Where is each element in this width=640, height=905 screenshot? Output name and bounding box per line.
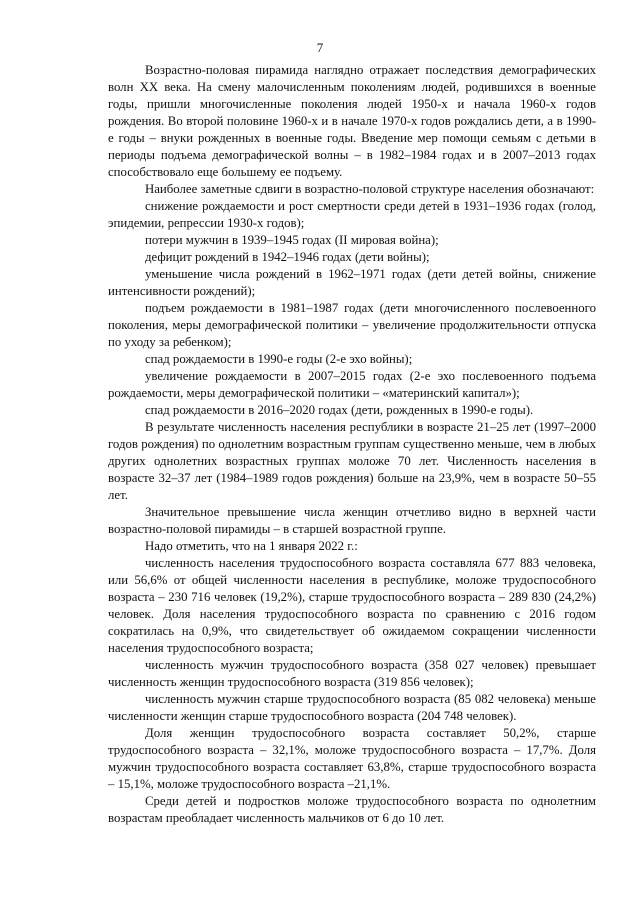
list-item: спад рождаемости в 2016–2020 годах (дети, рожденных в 1990-е годы).: [145, 403, 534, 417]
list-item: уменьшение числа рождений в 1962–1971 годах (дети детей войны, снижение интенсивности рождений);: [108, 267, 596, 298]
paragraph: Значительное превышение числа женщин отчетливо видно в верхней части возрастно-половой пирамиды – в старшей возрастной группе.: [108, 505, 596, 536]
list-item: спад рождаемости в 1990-е годы (2-е эхо войны);: [145, 352, 413, 366]
document-body: [108, 62, 596, 827]
list-item: численность населения трудоспособного возраста составляла 677 883 человека, или 56,6% от общей численности населения в республике, моложе трудоспособного возраста – 230 716 человек (19,2%), старше трудоспособного возраста – 289 830 (24,2%) человек. Доля населения трудоспособного возраста по сравнению с 2016 годом сократилась на 0,9%, что свидетельствует об ожидаемом сокращении численности населения трудоспособного возраста;: [108, 556, 596, 655]
paragraph: В результате численность населения республики в возрасте 21–25 лет (1997–2000 годов рождения) по однолетним возрастным группам существенно меньше, чем в любых других однолетних возрастных группах моложе 70 лет. Численность населения в возрасте 32–37 лет (1984–1989 годов рождения) больше на 23,9%, чем в возрасте 50–55 лет.: [108, 420, 596, 502]
paragraph: Доля женщин трудоспособного возраста составляет 50,2%, старше трудоспособного возраста – 32,1%, моложе трудоспособного возраста – 17,7%. Доля мужчин трудоспособного возраста составляет 63,8%, старше трудоспособного возраста – 15,1%, моложе трудоспособного возраста –21,1%.: [108, 726, 596, 791]
paragraph: Надо отметить, что на 1 января 2022 г.:: [145, 539, 358, 553]
paragraph: Наиболее заметные сдвиги в возрастно-половой структуре населения обозначают:: [145, 182, 595, 196]
list-item: потери мужчин в 1939–1945 годах (II мировая война);: [145, 233, 439, 247]
list-item: увеличение рождаемости в 2007–2015 годах (2-е эхо послевоенного подъема рождаемости, меры демографической политики – «материнский капитал»);: [108, 369, 596, 400]
page-number: 7: [316, 40, 324, 55]
paragraph: Возрастно-половая пирамида наглядно отражает последствия демографических волн XX века. На смену малочисленным поколениям людей, родившихся в военные годы, пришли многочисленные поколения людей 1950-х и начала 1960-х годов рождения. Во второй половине 1960-х и в начале 1970-х годов рождались дети, а в 1990-е годы – внуки рожденных в военные годы. Введение мер помощи семьям с детьми в периоды подъема демографической волны – в 1982–1984 годах и в 2007–2013 годах способствовало еще большему ее подъему.: [108, 63, 596, 179]
paragraph: Среди детей и подростков моложе трудоспособного возраста по однолетним возрастам преобладает численность мальчиков от 6 до 10 лет.: [108, 794, 596, 825]
list-item: численность мужчин старше трудоспособного возраста (85 082 человека) меньше численности женщин старше трудоспособного возраста (204 748 человек).: [108, 692, 596, 723]
list-item: численность мужчин трудоспособного возраста (358 027 человек) превышает численность женщин трудоспособного возраста (319 856 человек);: [108, 658, 596, 689]
list-item: дефицит рождений в 1942–1946 годах (дети войны);: [145, 250, 430, 264]
list-item: снижение рождаемости и рост смертности среди детей в 1931–1936 годах (голод, эпидемии, репрессии 1930-х годов);: [108, 199, 596, 230]
list-item: подъем рождаемости в 1981–1987 годах (дети многочисленного послевоенного поколения, меры демографической политики – увеличение продолжительности отпуска по уходу за ребенком);: [108, 301, 596, 349]
